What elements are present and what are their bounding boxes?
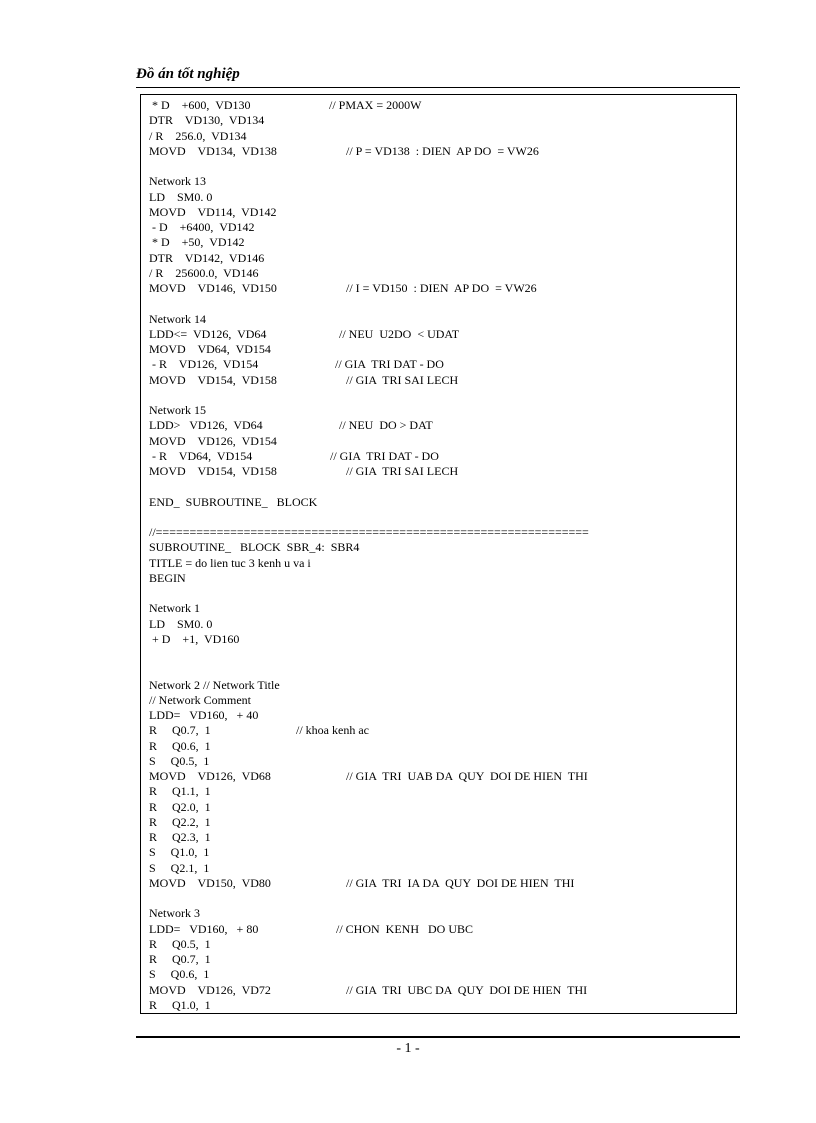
code-instruction: Network 2 // Network Title	[149, 677, 280, 692]
code-instruction: R Q0.6, 1	[149, 738, 211, 753]
code-instruction: S Q0.5, 1	[149, 753, 210, 768]
code-instruction: LD SM0. 0	[149, 189, 213, 204]
code-instruction: DTR VD142, VD146	[149, 250, 265, 265]
code-instruction: R Q2.0, 1	[149, 799, 211, 814]
code-instruction: Network 3	[149, 906, 200, 921]
code-instruction: R Q1.0, 1	[149, 997, 211, 1012]
code-comment: // GIA TRI DAT - DO	[330, 448, 439, 463]
code-instruction: / R 256.0, VD134	[149, 128, 247, 143]
code-instruction: Network 14	[149, 311, 206, 326]
code-instruction: R Q2.3, 1	[149, 830, 211, 844]
code-instruction: R Q0.7, 1	[149, 723, 211, 738]
code-instruction: Network 15	[149, 403, 206, 417]
code-instruction: LD SM0. 0	[149, 616, 213, 631]
code-instruction: MOVD VD146, VD150	[149, 281, 277, 295]
page-number: - 1 -	[396, 1041, 420, 1056]
code-comment: // NEU DO > DAT	[339, 418, 433, 433]
code-instruction: DTR VD130, VD134	[149, 113, 265, 128]
code-comment: // GIA TRI SAI LECH	[346, 372, 459, 387]
code-instruction: S Q0.6, 1	[149, 967, 210, 982]
code-instruction: MOVD VD64, VD154	[149, 342, 271, 356]
code-instruction: MOVD VD126, VD154	[149, 433, 277, 448]
code-instruction: MOVD VD114, VD142	[149, 204, 277, 219]
code-instruction: SUBROUTINE_ BLOCK SBR_4: SBR4	[149, 540, 360, 555]
code-instruction: LDD> VD126, VD64	[149, 418, 263, 433]
header-divider	[136, 87, 740, 88]
code-instruction: LDD<= VD126, VD64	[149, 326, 267, 341]
footer-divider	[136, 1036, 740, 1038]
code-instruction: - R VD126, VD154	[149, 357, 259, 372]
code-instruction: MOVD VD154, VD158	[149, 372, 277, 387]
code-instruction: END_ SUBROUTINE_ BLOCK	[149, 494, 318, 509]
code-instruction: Network 13	[149, 174, 206, 189]
code-comment: // GIA TRI UBC DA QUY DOI DE HIEN THI	[346, 982, 588, 997]
code-instruction: - D +6400, VD142	[149, 220, 255, 234]
code-comment: // I = VD150 : DIEN AP DO = VW26	[346, 281, 537, 295]
code-instruction: BEGIN	[149, 570, 186, 585]
code-instruction: R Q0.5, 1	[149, 936, 211, 951]
code-instruction: / R 25600.0, VD146	[149, 265, 259, 280]
code-instruction: LDD= VD160, + 80	[149, 921, 259, 936]
code-instruction: TITLE = do lien tuc 3 kenh u va i	[149, 555, 311, 570]
code-instruction: MOVD VD134, VD138	[149, 143, 277, 158]
code-instruction: R Q0.7, 1	[149, 952, 211, 966]
code-comment: // GIA TRI UAB DA QUY DOI DE HIEN THI	[346, 769, 588, 783]
code-instruction: * D +600, VD130	[149, 98, 251, 112]
code-instruction: * D +50, VD142	[149, 235, 245, 250]
code-comment: // CHON KENH DO UBC	[336, 921, 474, 936]
code-instruction: S Q1.0, 1	[149, 845, 210, 860]
code-instruction: Network 1	[149, 601, 200, 616]
code-comment: // GIA TRI DAT - DO	[335, 357, 444, 372]
code-listing-box	[140, 94, 737, 1014]
code-instruction: // Network Comment	[149, 692, 251, 707]
code-instruction: R Q1.1, 1	[149, 784, 211, 799]
code-comment: // GIA TRI IA DA QUY DOI DE HIEN THI	[346, 875, 575, 890]
code-comment: // GIA TRI SAI LECH	[346, 464, 459, 478]
code-instruction: S Q2.1, 1	[149, 860, 210, 875]
code-instruction: R Q2.2, 1	[149, 814, 211, 829]
code-comment: // P = VD138 : DIEN AP DO = VW26	[346, 143, 539, 158]
code-comment: // PMAX = 2000W	[329, 98, 422, 112]
code-instruction: MOVD VD126, VD72	[149, 982, 271, 997]
document-header-title: Đồ án tốt nghiệp	[136, 66, 240, 82]
code-instruction: + D +1, VD160	[149, 631, 240, 646]
code-comment: // khoa kenh ac	[296, 723, 369, 738]
code-instruction: MOVD VD154, VD158	[149, 464, 277, 478]
code-instruction: - R VD64, VD154	[149, 448, 253, 463]
code-instruction: //================================================================	[149, 525, 589, 539]
code-instruction: MOVD VD126, VD68	[149, 769, 271, 783]
code-comment: // NEU U2DO < UDAT	[339, 326, 460, 341]
code-instruction: LDD= VD160, + 40	[149, 708, 259, 722]
code-instruction: MOVD VD150, VD80	[149, 875, 271, 890]
